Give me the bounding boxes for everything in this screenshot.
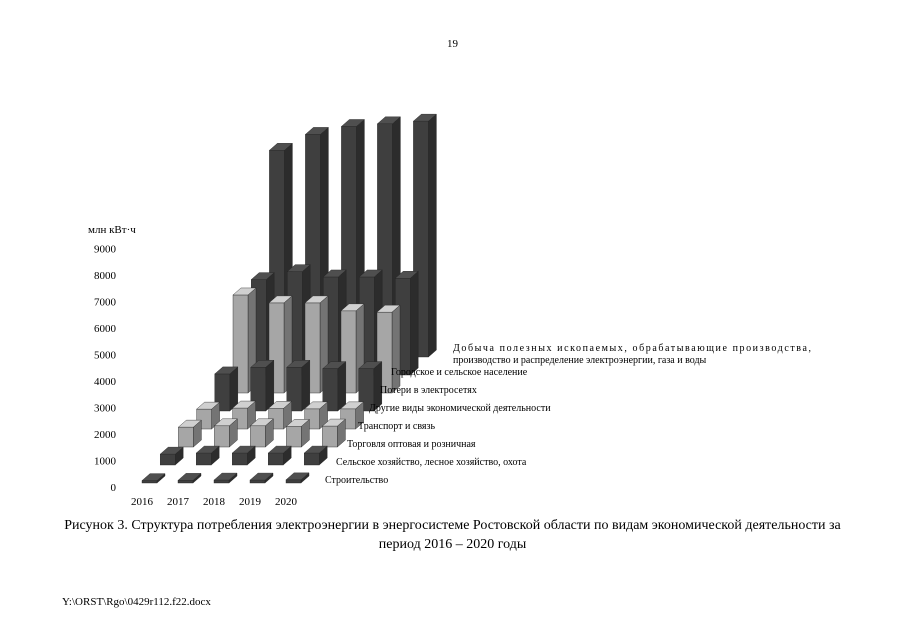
bar: [160, 447, 183, 465]
bar-front: [196, 453, 211, 465]
bar-front: [250, 426, 265, 447]
bar: [322, 419, 345, 447]
y-tick-label: 2000: [94, 429, 116, 441]
x-tick-label: 2019: [239, 496, 261, 508]
bar-front: [214, 426, 229, 447]
figure-caption: Рисунок 3. Структура потребления электроэнергии в энергосистеме Ростовской области по видам экономической деятельности за период 2016 – 2020 годы: [64, 518, 841, 552]
bar: [214, 419, 237, 447]
bar-side: [428, 114, 436, 357]
y-tick-label: 5000: [94, 349, 116, 362]
bar: [214, 473, 237, 483]
bar-front: [286, 480, 301, 483]
bar: [178, 420, 201, 447]
bar-side: [302, 360, 310, 411]
y-tick-label: 8000: [94, 270, 116, 282]
bar-front: [178, 427, 193, 447]
series-label: Добыча полезных ископаемых, обрабатывающие производства, производство и распределение электроэнергии, газа и воды: [453, 343, 811, 366]
bar-side: [338, 362, 346, 411]
y-tick-label: 7000: [94, 296, 116, 309]
series-label: Потери в электросетях: [380, 385, 477, 396]
bar: [196, 446, 219, 465]
bar-side: [410, 271, 418, 375]
series-label: Другие виды экономической деятельности: [369, 403, 551, 414]
bar-front: [250, 480, 265, 483]
bar: [232, 446, 255, 465]
bar-side: [392, 305, 400, 393]
bar: [142, 474, 165, 483]
x-tick-label: 2018: [203, 496, 225, 508]
y-tick-label: 6000: [94, 323, 116, 335]
bar: [250, 473, 273, 483]
bar-front: [304, 453, 319, 465]
page-number: 19: [447, 38, 458, 50]
bar: [286, 473, 309, 483]
bar-front: [214, 480, 229, 483]
x-tick-label: 2016: [131, 496, 153, 508]
x-tick-label: 2017: [167, 496, 189, 508]
bar: [304, 446, 327, 465]
series-label: Сельское хозяйство, лесное хозяйство, охота: [336, 457, 527, 468]
bar-front: [322, 426, 337, 447]
bar-front: [142, 481, 157, 483]
series-label: Транспорт и связь: [358, 421, 436, 432]
bar-front: [268, 453, 283, 465]
bar-front: [286, 426, 301, 447]
bar-side: [266, 360, 274, 411]
y-tick-label: 4000: [94, 376, 116, 388]
y-axis: [88, 224, 136, 494]
y-tick-label: 3000: [94, 402, 116, 415]
bar: [178, 473, 201, 483]
series-label: Торговля оптовая и розничная: [347, 439, 476, 450]
y-tick-label: 1000: [94, 455, 116, 468]
series-label: Городское и сельское население: [391, 367, 528, 378]
series-label: Строительство: [325, 475, 389, 486]
y-tick-label: 9000: [94, 243, 116, 256]
bar-front: [232, 453, 247, 465]
y-axis-label: млн кВт·ч: [88, 224, 136, 236]
x-tick-label: 2020: [275, 496, 297, 508]
bar-front: [160, 454, 175, 465]
y-tick-label: 0: [110, 482, 116, 494]
footer-file-path: Y:\ORST\Rgo\0429r112.f22.docx: [62, 596, 211, 608]
x-axis: [131, 496, 298, 508]
bar: [286, 419, 309, 447]
bar: [250, 419, 273, 447]
bar: [268, 446, 291, 465]
bar-front: [178, 480, 193, 483]
